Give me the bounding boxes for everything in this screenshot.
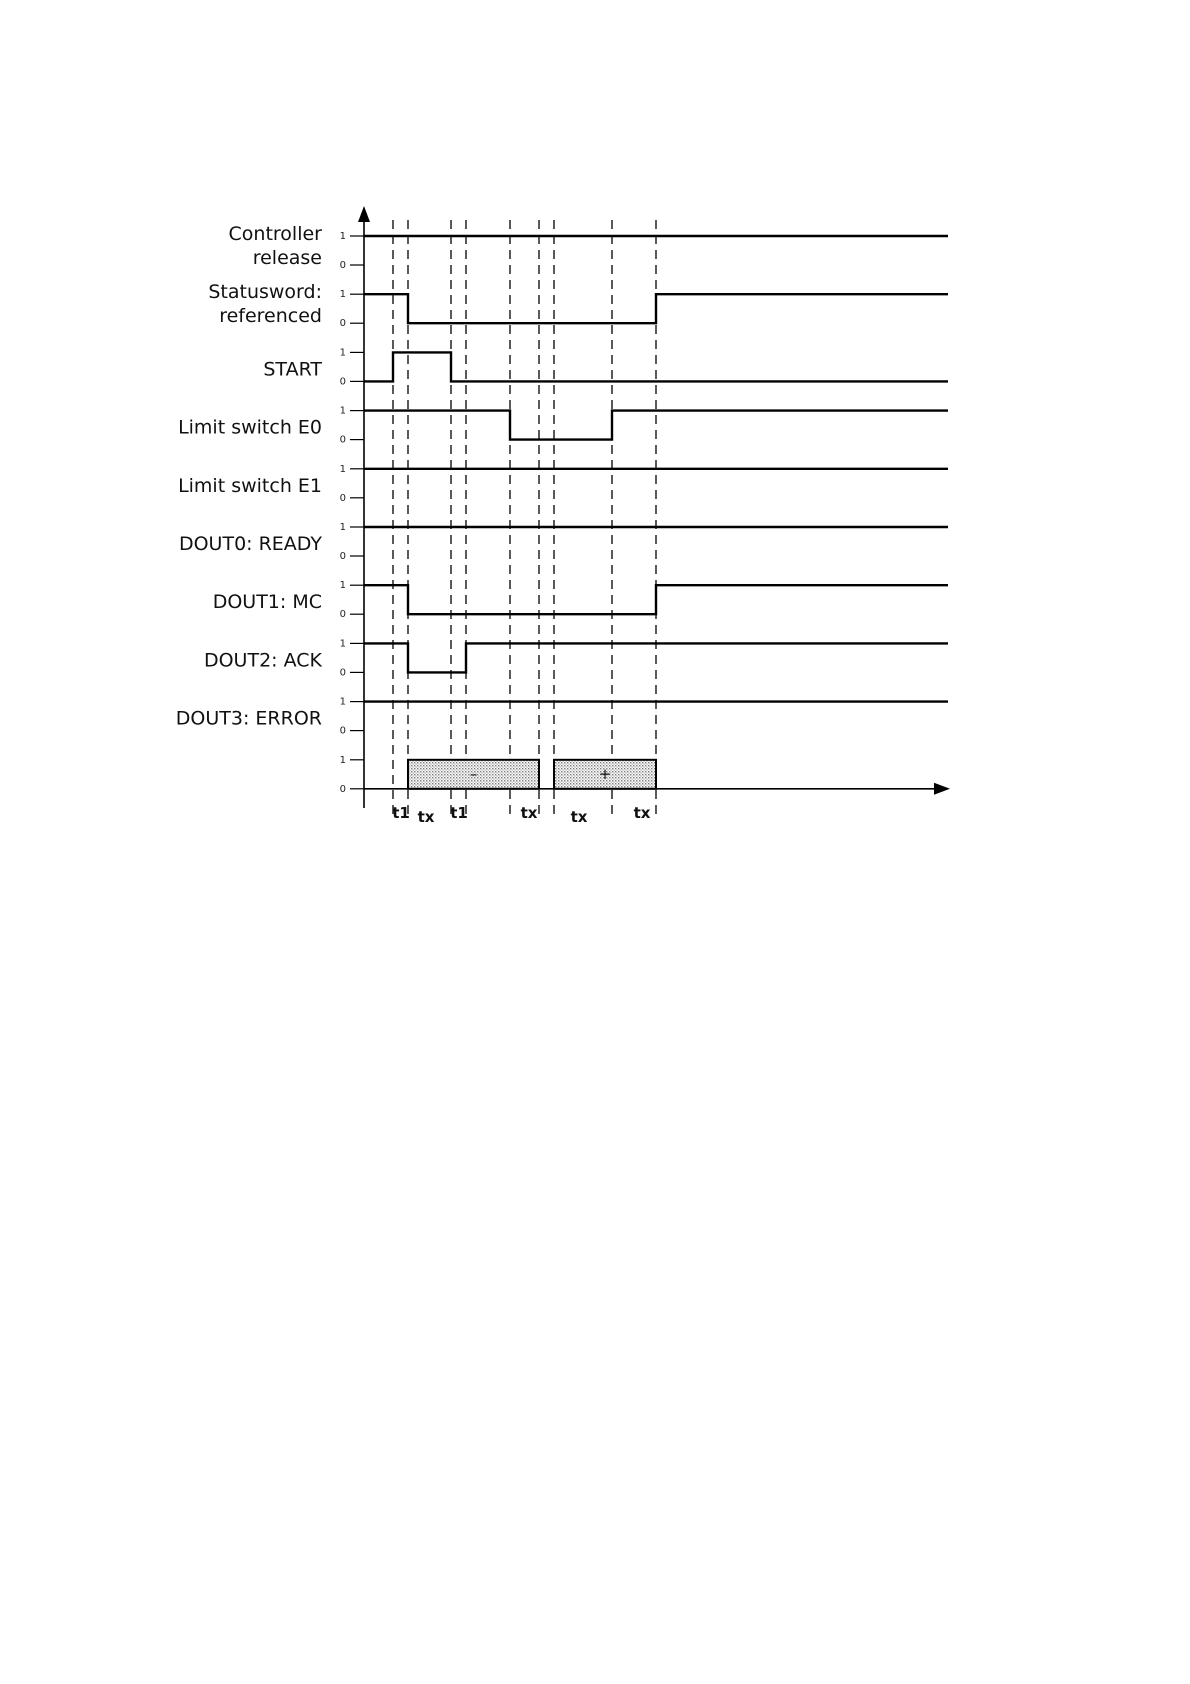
time-markers — [393, 220, 656, 820]
axes — [358, 206, 370, 808]
level-label: 0 — [339, 434, 346, 446]
signal-dout1-mc — [213, 580, 948, 620]
signal-label: START — [263, 358, 322, 381]
signal-label: Limit switch E1 — [178, 474, 322, 497]
time-label: tx — [520, 804, 538, 822]
time-label: tx — [633, 804, 651, 822]
level-label: 1 — [339, 347, 346, 359]
level-label: 0 — [339, 551, 346, 562]
level-label: 1 — [339, 289, 346, 301]
signal-rows — [176, 223, 948, 795]
signal-label: DOUT0: READY — [178, 533, 322, 555]
signal-limit-switch-e0 — [178, 406, 948, 446]
signal-dout2-ack — [204, 638, 948, 678]
level-label: 1 — [339, 696, 346, 708]
level-label: 0 — [339, 783, 346, 795]
level-label: 1 — [339, 580, 346, 592]
level-label: 0 — [339, 667, 346, 679]
time-label: tx — [570, 808, 588, 826]
motion-direction-label: + — [598, 764, 612, 783]
signal-label: Limit switch E0 — [178, 416, 322, 439]
level-label: 1 — [339, 463, 346, 475]
signal-label: Controller — [228, 223, 322, 245]
signal-limit-switch-e1 — [178, 464, 948, 504]
time-label: t1 — [392, 804, 410, 822]
level-label: 1 — [339, 522, 346, 533]
signal-statusword-referenced — [208, 281, 948, 329]
level-label: 0 — [339, 260, 346, 271]
level-label: 0 — [339, 318, 346, 330]
time-label: tx — [417, 808, 435, 826]
level-label: 1 — [339, 638, 346, 650]
y-axis-arrow — [358, 206, 370, 222]
signal-label: DOUT1: MC — [212, 591, 322, 614]
signal-controller-release — [229, 223, 948, 271]
time-label: t1 — [450, 804, 468, 822]
signal-label: DOUT2: ACK — [203, 649, 322, 672]
signal-label: DOUT3: ERROR — [175, 707, 322, 730]
signal-label: referenced — [219, 305, 322, 328]
level-label: 1 — [339, 405, 346, 417]
motion-row — [364, 760, 950, 795]
level-label: 0 — [339, 492, 346, 504]
signal-dout3-error — [176, 697, 948, 737]
signal-dout0-ready — [179, 522, 948, 562]
signal-label: Statusword: — [208, 281, 322, 304]
level-label: 0 — [339, 376, 346, 388]
signal-motion — [340, 755, 364, 795]
level-label: 1 — [339, 754, 346, 766]
level-label: 1 — [339, 231, 346, 242]
signal-start — [263, 347, 948, 387]
level-label: 0 — [339, 725, 346, 737]
x-axis-arrow — [934, 783, 950, 795]
signal-label: release — [252, 247, 322, 269]
level-label: 0 — [339, 609, 346, 621]
motion-direction-label: – — [469, 764, 478, 783]
